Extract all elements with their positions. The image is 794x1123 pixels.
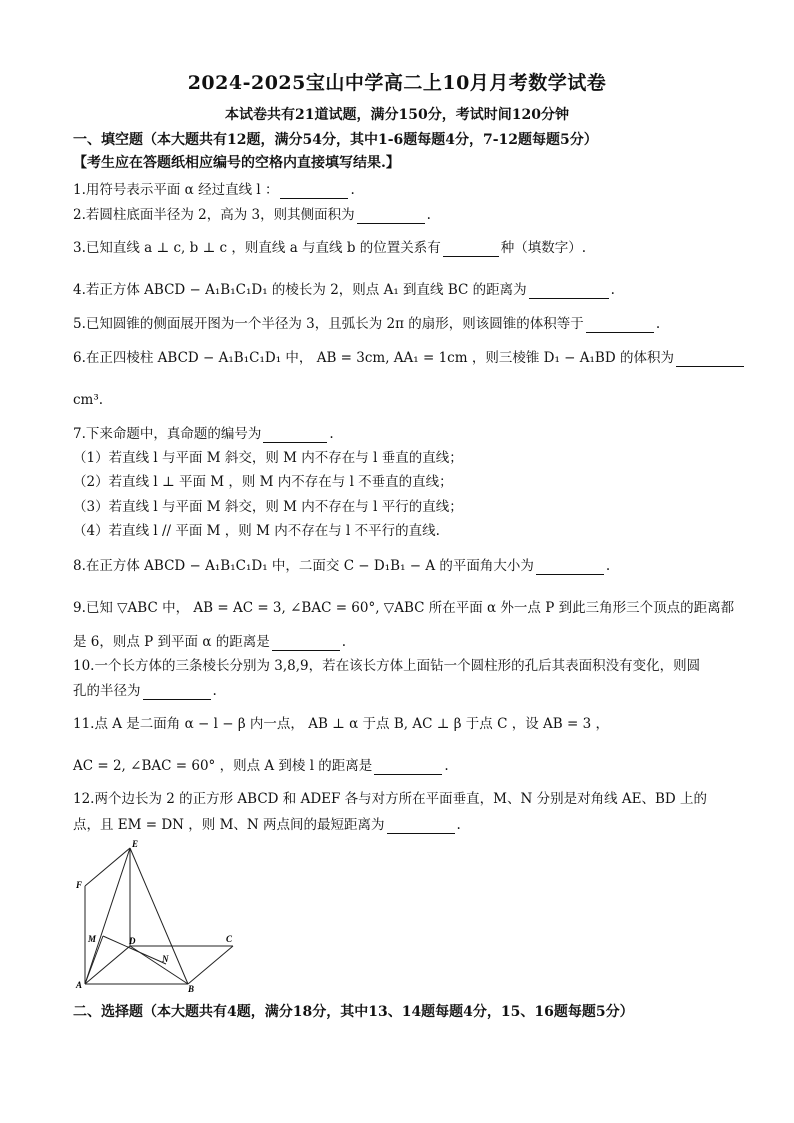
question-3-suffix: 种（填数字）. — [500, 240, 587, 256]
question-10-text: 孔的半径为 — [73, 683, 141, 699]
edge-BC — [188, 946, 233, 984]
question-5-text: 5.已知圆锥的侧面展开图为一个半径为 3，且弧长为 2π 的扇形，则该圆锥的体积等于 — [73, 316, 584, 332]
question-12-line-1: 12.两个边长为 2 的正方形 ABCD 和 ADEF 各与对方所在平面垂直，M、N 分别是对角线 AE、BD 上的 — [73, 791, 708, 807]
question-5 — [73, 315, 733, 333]
answer-blank-5[interactable] — [586, 318, 654, 333]
question-12 — [73, 816, 733, 834]
label-E: E — [132, 839, 139, 849]
question-10-line-1: 10.一个长方体的三条棱长分别为 3,8,9，若在该长方体上面钻一个圆柱形的孔后其表面积没有变化，则圆 — [73, 658, 701, 674]
question-11 — [73, 757, 733, 775]
edge-EB — [130, 848, 188, 984]
page-subtitle: 本试卷共有21道试题，满分150分，考试时间120分钟 — [225, 107, 569, 123]
section1-instruction: 【考生应在答题纸相应编号的空格内直接填写结果.】 — [73, 155, 400, 171]
answer-blank-7[interactable] — [263, 428, 327, 443]
label-M: M — [88, 934, 97, 944]
question-8-end: . — [605, 558, 611, 574]
section1-heading: 一、填空题（本大题共有12题，满分54分，其中1-6题每题4分，7-12题每题5分） — [73, 132, 598, 148]
label-N: N — [162, 954, 169, 964]
question-7 — [73, 425, 733, 443]
question-3 — [73, 239, 733, 257]
question-12-end: . — [456, 817, 461, 833]
question-7-option-2: （2）若直线 l ⊥ 平面 M ，则 M 内不存在与 l 不垂直的直线； — [73, 474, 453, 490]
question-11-line-1: 11.点 A 是二面角 α − l − β 内一点， AB ⊥ α 于点 B, AC ⊥ β 于点 C ，设 AB = 3 ， — [73, 716, 609, 732]
question-7-end: . — [329, 426, 334, 442]
question-4 — [73, 281, 733, 299]
answer-blank-9[interactable] — [272, 636, 340, 651]
question-7-option-4: （4）若直线 l // 平面 M ，则 M 内不存在与 l 不平行的直线. — [73, 523, 440, 539]
question-1 — [73, 181, 733, 199]
label-B: B — [188, 984, 195, 994]
question-2 — [73, 206, 733, 224]
question-8-text: 8.在正方体 ABCD − A₁B₁C₁D₁ 中，二面交 C − D₁B₁ − A 的平面角大小为 — [73, 558, 534, 574]
question-12-text: 点，且 EM = DN ，则 M、N 两点间的最短距离为 — [73, 817, 385, 833]
question-7-option-1: （1）若直线 l 与平面 M 斜交，则 M 内不存在与 l 垂直的直线； — [73, 450, 463, 466]
question-9 — [73, 633, 733, 651]
diagonal-AE — [85, 848, 130, 984]
question-11-text: AC = 2, ∠BAC = 60° ，则点 A 到棱 l 的距离是 — [73, 758, 373, 774]
label-F: F — [76, 880, 83, 890]
question-9-end: . — [341, 634, 347, 650]
question-1-end: . — [350, 182, 355, 198]
question-2-end: . — [426, 207, 431, 223]
question-6 — [73, 349, 733, 367]
question-10-end: . — [212, 683, 217, 699]
question-6-text: 6.在正四棱柱 ABCD − A₁B₁C₁D₁ 中， AB = 3cm, AA₁ = 1cm ，则三棱锥 D₁ − A₁BD 的体积为 — [73, 350, 674, 366]
question-10 — [73, 682, 733, 700]
answer-blank-1[interactable] — [280, 184, 348, 199]
answer-blank-4[interactable] — [529, 284, 609, 299]
question-11-end: . — [444, 758, 449, 774]
answer-blank-11[interactable] — [374, 760, 442, 775]
label-D: D — [129, 936, 136, 946]
question-6-unit: cm³. — [73, 392, 104, 408]
section2-heading: 二、选择题（本大题共有4题，满分18分，其中13、14题每题4分，15、16题每题5分） — [73, 1004, 634, 1020]
question-3-text: 3.已知直线 a ⊥ c, b ⊥ c ，则直线 a 与直线 b 的位置关系有 — [73, 240, 441, 256]
question-1-text: 1.用符号表示平面 α 经过直线 l ： — [73, 182, 279, 198]
question-12-figure — [70, 836, 250, 996]
answer-blank-6[interactable] — [676, 352, 744, 367]
question-7-text: 7.下来命题中，真命题的编号为 — [73, 426, 262, 442]
answer-blank-8[interactable] — [536, 560, 604, 575]
question-2-text: 2.若圆柱底面半径为 2，高为 3，则其侧面积为 — [73, 207, 355, 223]
question-8 — [73, 557, 733, 575]
answer-blank-10[interactable] — [143, 685, 211, 700]
question-9-text: 是 6，则点 P 到平面 α 的距离是 — [73, 634, 270, 650]
answer-blank-12[interactable] — [387, 819, 455, 834]
question-4-end: . — [610, 282, 615, 298]
question-9-line-1: 9.已知 ▽ABC 中， AB = AC = 3, ∠BAC = 60°, ▽ABC 所在平面 α 外一点 P 到此三角形三个顶点的距离都 — [73, 600, 735, 616]
page-title: 2024-2025宝山中学高二上10月月考数学试卷 — [187, 72, 607, 94]
answer-blank-2[interactable] — [357, 209, 425, 224]
label-A: A — [76, 980, 83, 990]
label-C: C — [226, 934, 233, 944]
answer-blank-3[interactable] — [443, 242, 499, 257]
question-7-option-3: （3）若直线 l 与平面 M 斜交，则 M 内不存在与 l 平行的直线； — [73, 499, 463, 515]
question-5-end: . — [655, 316, 661, 332]
question-4-text: 4.若正方体 ABCD − A₁B₁C₁D₁ 的棱长为 2，则点 A₁ 到直线 BC 的距离为 — [73, 282, 527, 298]
